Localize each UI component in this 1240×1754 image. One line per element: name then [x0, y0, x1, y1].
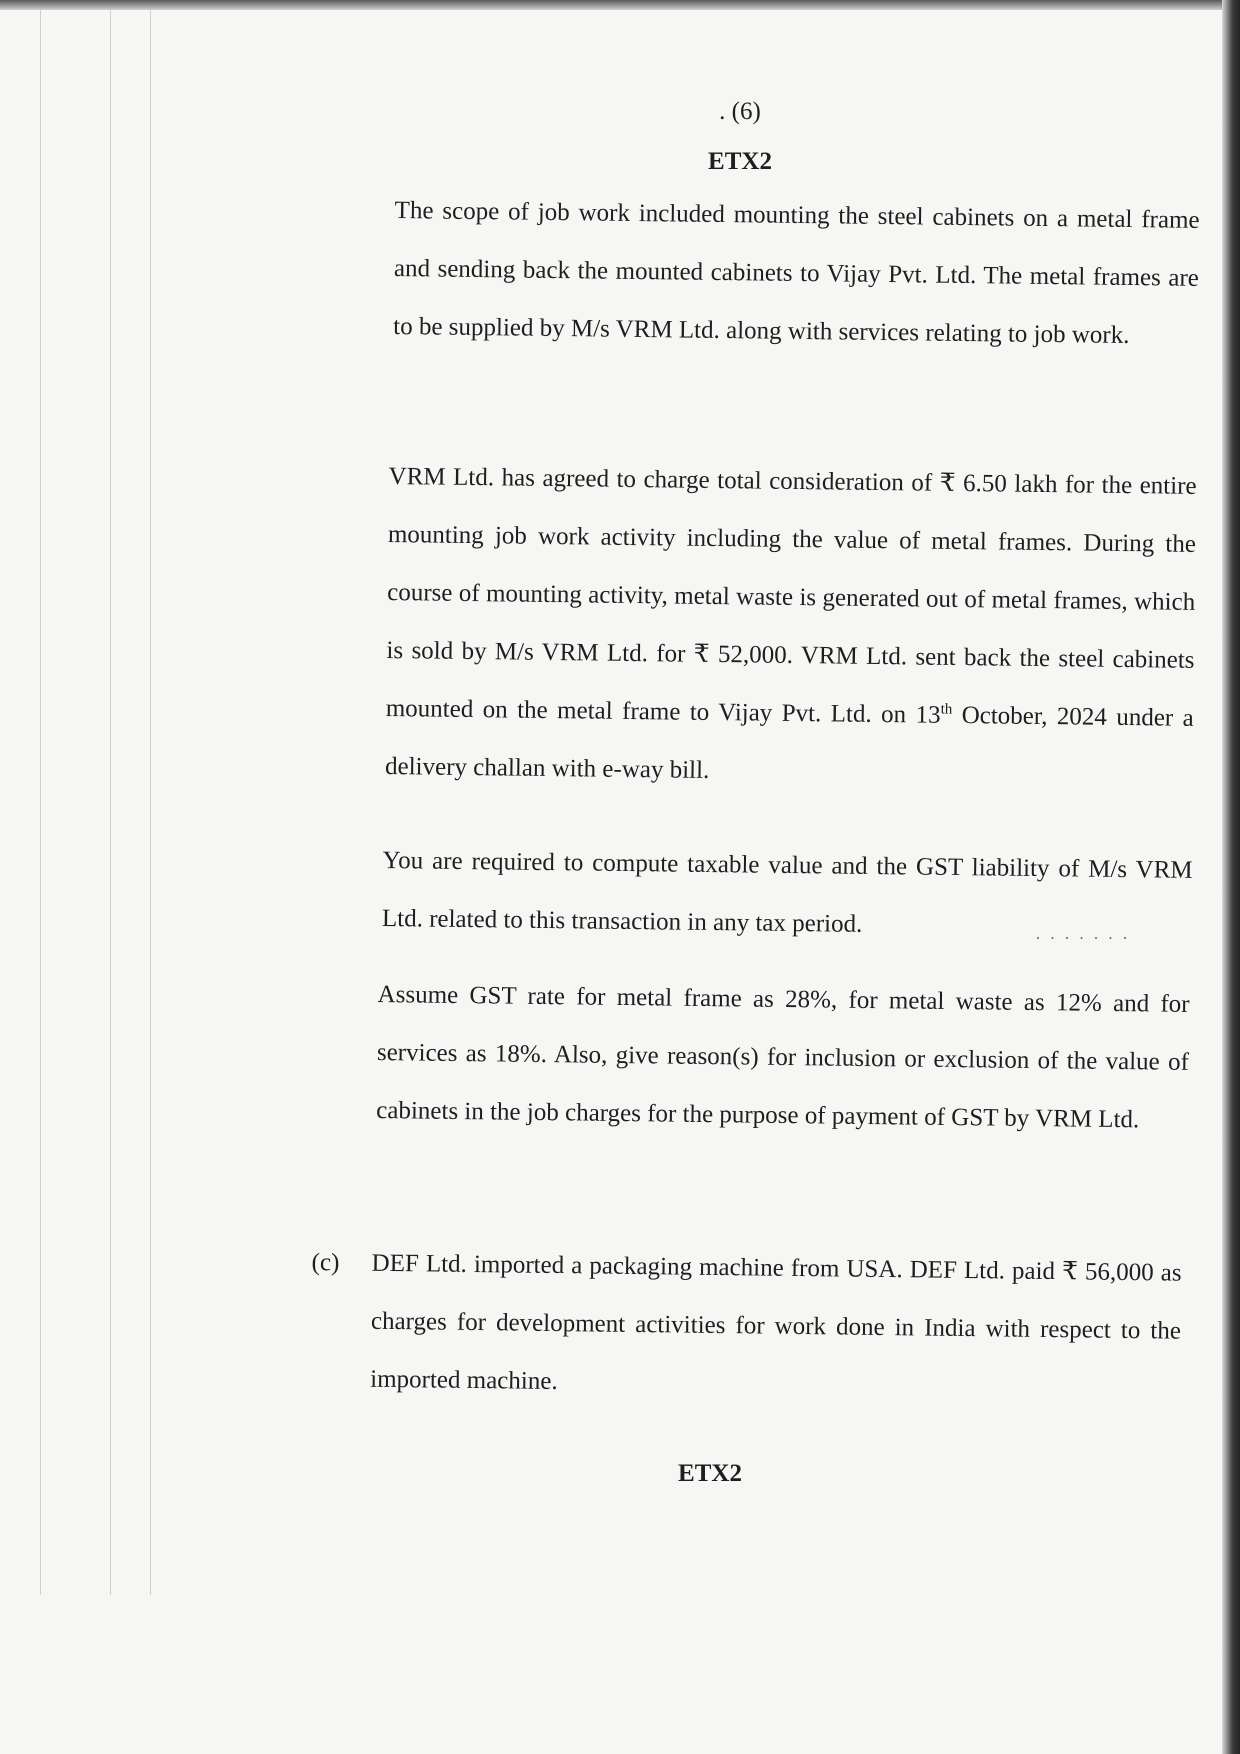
- margin-rule: [40, 10, 41, 1595]
- margin-rule: [110, 10, 111, 1595]
- item-c-text: DEF Ltd. imported a packaging machine from USA. DEF Ltd. paid ₹ 56,000 as charges for development activities for work done in India with respect to the imported machine.: [370, 1249, 1182, 1396]
- paragraph-consideration-tail: October, 2024 under a delivery challan with e-way bill.: [384, 701, 1194, 784]
- paragraph-consideration-text: VRM Ltd. has agreed to charge total consideration of ₹ 6.50 lakh for the entire mounting job work activity including the value of metal frames. During the course of mounting activity, metal waste is generated out of metal frames, which is sold by M/s VRM Ltd. for ₹ 52,000. VRM Ltd. sent back the steel cabinets mounted on the metal frame to Vijay Pvt. Ltd. on 13: [385, 462, 1197, 729]
- page-number: . (6): [719, 98, 761, 125]
- paragraph-job-work-scope: The scope of job work included mounting the steel cabinets on a metal frame and sending back the mounted cabinets to Vijay Pvt. Ltd. The metal frames are to be supplied by M/s VRM Ltd. along with services relating to job work.: [393, 196, 1200, 349]
- paper-code-footer: ETX2: [678, 1460, 742, 1487]
- paragraph-gst-rates: Assume GST rate for metal frame as 28%, for metal waste as 12% and for services as 18%. Also, give reason(s) for inclusion or exclusion of the value of cabinets in the job charges for the purpose of payment of GST by VRM Ltd.: [376, 980, 1190, 1134]
- paragraph-consideration: [385, 448, 1197, 806]
- question-item-c: [311, 1234, 1182, 1396]
- ordinal-suffix: th: [940, 701, 953, 718]
- dotted-leader: · · · · · · ·: [1035, 928, 1130, 948]
- margin-rule: [150, 10, 151, 1595]
- item-label: (c): [311, 1248, 340, 1277]
- paper-code-header: ETX2: [708, 148, 772, 175]
- scan-top-edge: [0, 0, 1240, 10]
- scan-right-edge: [1222, 0, 1240, 1754]
- paragraph-requirement: You are required to compute taxable value and the GST liability of M/s VRM Ltd. related to this transaction in any tax period.: [381, 846, 1193, 938]
